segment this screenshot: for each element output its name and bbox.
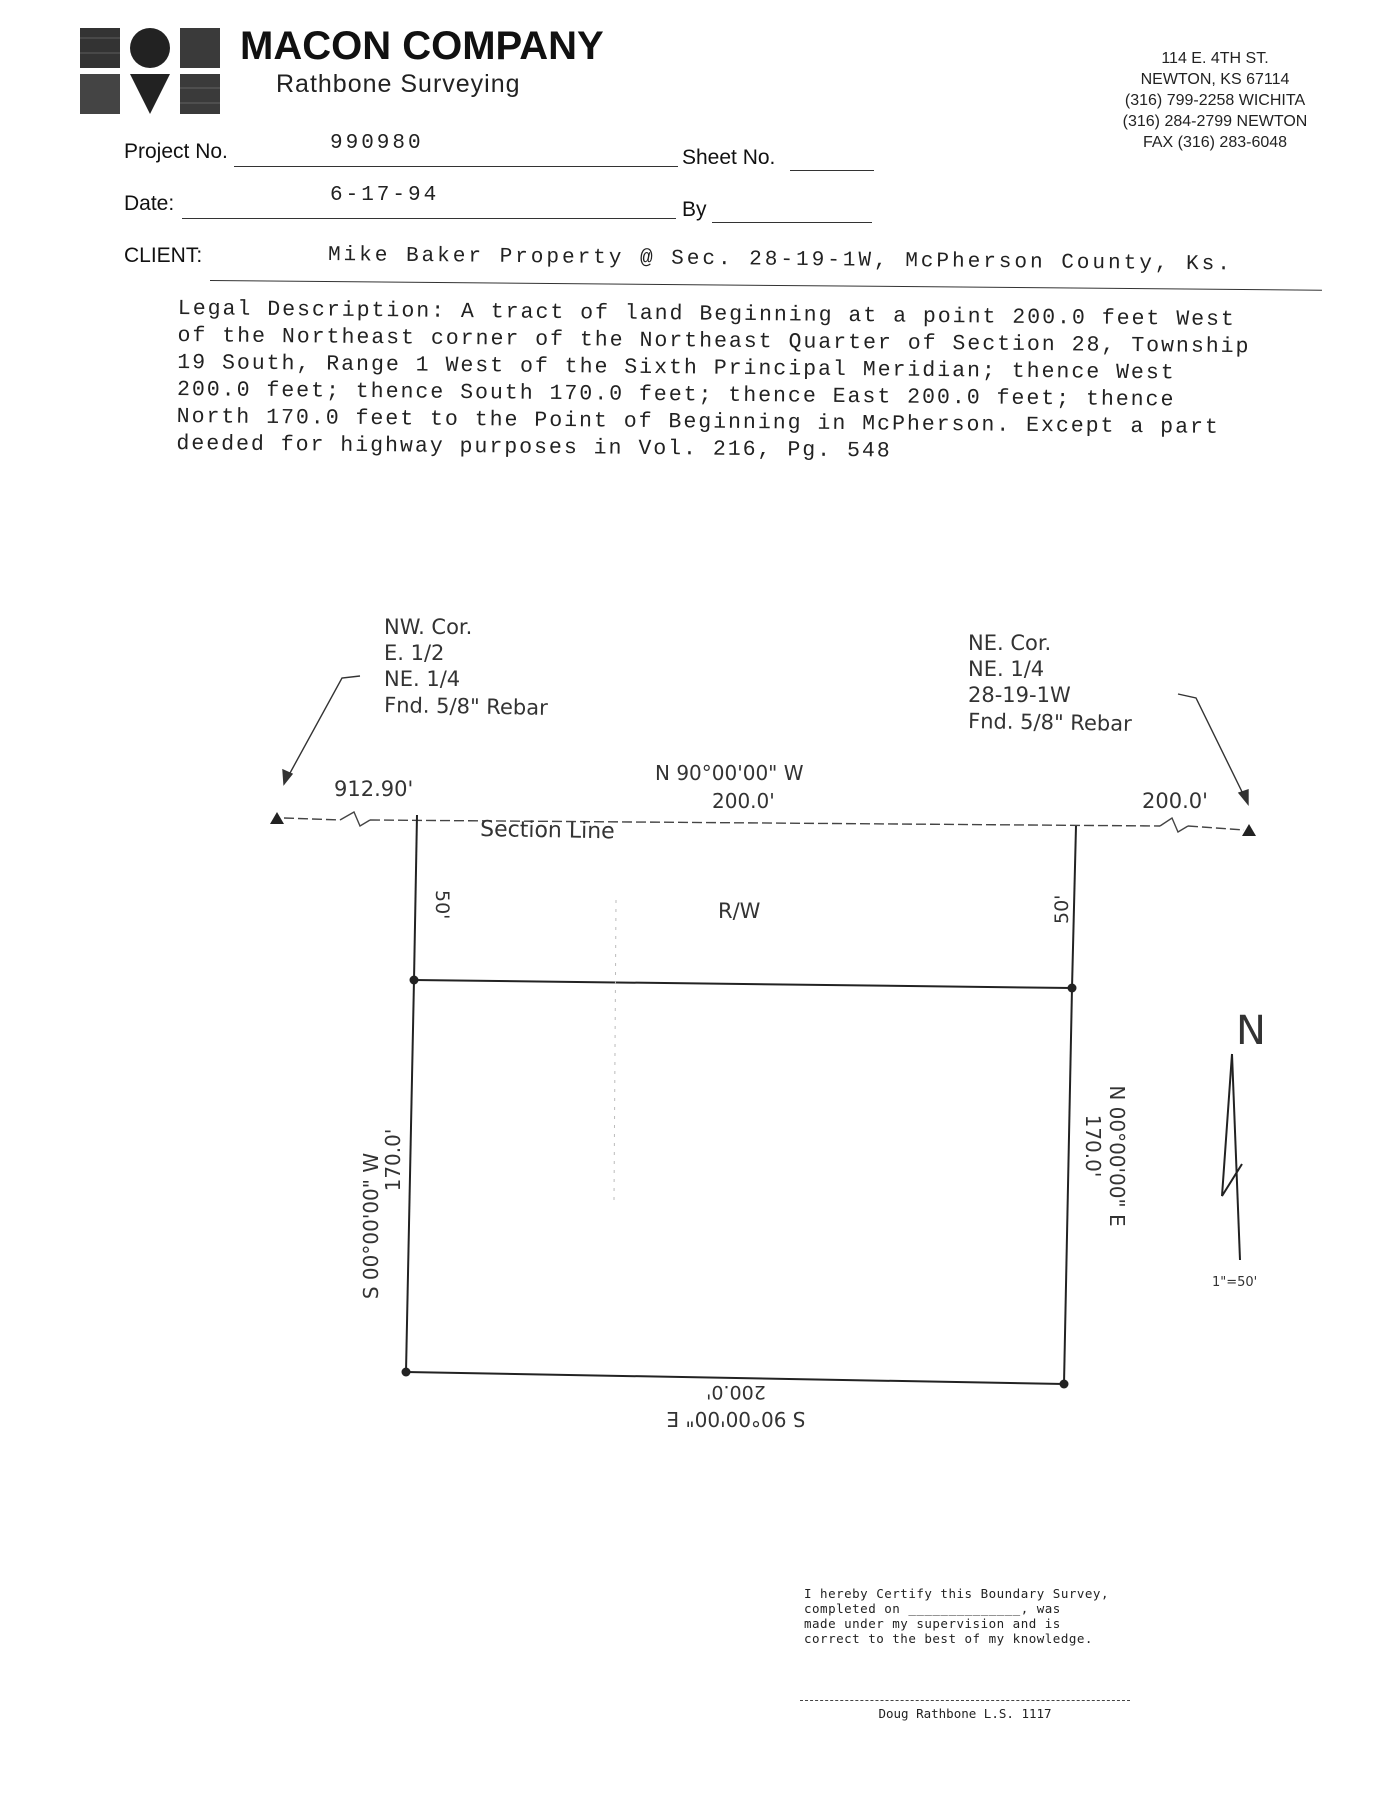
tract-corner-point — [410, 976, 419, 985]
nw-corner-line: NW. Cor. — [384, 615, 473, 639]
section-line — [284, 812, 1244, 832]
address-line: (316) 284-2799 NEWTON — [1122, 113, 1308, 130]
surveyor-signature-name: Doug Rathbone L.S. 1117 — [878, 1706, 1052, 1721]
legal-line: of the Northeast corner of the Northeast Quarter of Section 28, Township — [177, 323, 1251, 360]
company-subtitle: Rathbone Surveying — [276, 70, 521, 98]
date-value: 6-17-94 — [330, 184, 440, 207]
tract-corner-point — [1068, 984, 1077, 993]
certification-line: correct to the best of my knowledge. — [804, 1631, 1093, 1646]
project-label: Project No. — [124, 140, 228, 163]
south-bearing-label: S 90°00'00" E — [666, 1407, 806, 1431]
certification-line: completed on ______________, was — [804, 1601, 1061, 1616]
east-dist-label: 170.0' — [1081, 1114, 1105, 1178]
certification-line: I hereby Certify this Boundary Survey, — [804, 1586, 1109, 1601]
ne-corner-marker — [1242, 824, 1256, 836]
certification-line: made under my supervision and is — [804, 1616, 1061, 1631]
nw-corner-marker — [270, 812, 284, 824]
nw-corner-line: NE. 1/4 — [384, 667, 461, 691]
dist-west-label: 912.90' — [334, 777, 414, 801]
legal-line: deeded for highway purposes in Vol. 216, Pg. 548 — [176, 431, 892, 464]
scale-label: 1"=50' — [1212, 1275, 1258, 1290]
legal-line: Legal Description: A tract of land Beginning at a point 200.0 feet West — [177, 296, 1236, 333]
east-bearing-label: N 00°00'00" E — [1105, 1085, 1129, 1227]
legal-line: 19 South, Range 1 West of the Sixth Principal Meridian; thence West — [177, 350, 1176, 386]
address-line: FAX (316) 283-6048 — [1142, 134, 1288, 151]
nw-corner-line: Fnd. 5/8" Rebar — [383, 693, 548, 720]
north-bearing-label: N 90°00'00" W — [655, 761, 804, 785]
nw-leader-arrow — [283, 676, 360, 784]
rw-label: R/W — [718, 899, 761, 923]
section-line-label: Section Line — [479, 817, 615, 845]
centerline — [614, 900, 616, 1200]
address-line: 114 E. 4TH ST. — [1161, 50, 1269, 67]
sheet-label: Sheet No. — [682, 146, 776, 169]
rw-west-width: 50' — [431, 890, 453, 920]
address-line: (316) 799-2258 WICHITA — [1124, 92, 1306, 109]
ne-corner-line: NE. Cor. — [968, 631, 1052, 655]
west-dist-label: 170.0' — [381, 1128, 405, 1192]
tract-corner-point — [1060, 1380, 1069, 1389]
west-bearing-label: S 00°00'00" W — [359, 1152, 383, 1300]
rw-east-width: 50' — [1051, 894, 1073, 924]
client-value: Mike Baker Property @ Sec. 28-19-1W, McPherson County, Ks. — [327, 244, 1233, 277]
legal-line: 200.0 feet; thence South 170.0 feet; thence East 200.0 feet; thence — [176, 377, 1176, 413]
signature-line — [800, 1700, 1130, 1701]
date-label: Date: — [124, 192, 175, 215]
ne-leader-arrow — [1178, 694, 1248, 804]
ne-corner-line: Fnd. 5/8" Rebar — [967, 709, 1132, 736]
tract-corner-point — [402, 1368, 411, 1377]
north-dist-label: 200.0' — [712, 789, 775, 813]
dist-east-label: 200.0' — [1142, 789, 1208, 813]
address-line: NEWTON, KS 67114 — [1140, 71, 1290, 88]
by-label: By — [682, 198, 707, 221]
nw-corner-label — [384, 615, 548, 720]
ne-corner-line: 28-19-1W — [968, 683, 1071, 707]
project-number: 990980 — [330, 132, 424, 155]
south-dist-label: 200.0' — [706, 1381, 766, 1403]
company-name: MACON COMPANY — [240, 24, 604, 68]
north-arrow-icon — [1222, 1054, 1242, 1260]
client-label: CLIENT: — [124, 244, 203, 267]
ne-corner-line: NE. 1/4 — [968, 657, 1045, 681]
certification-text — [804, 1586, 1184, 1646]
north-arrow-letter: N — [1236, 1008, 1266, 1054]
nw-corner-line: E. 1/2 — [384, 641, 445, 665]
ne-corner-label — [968, 631, 1132, 736]
legal-line: North 170.0 feet to the Point of Beginning in McPherson. Except a part — [176, 404, 1220, 440]
